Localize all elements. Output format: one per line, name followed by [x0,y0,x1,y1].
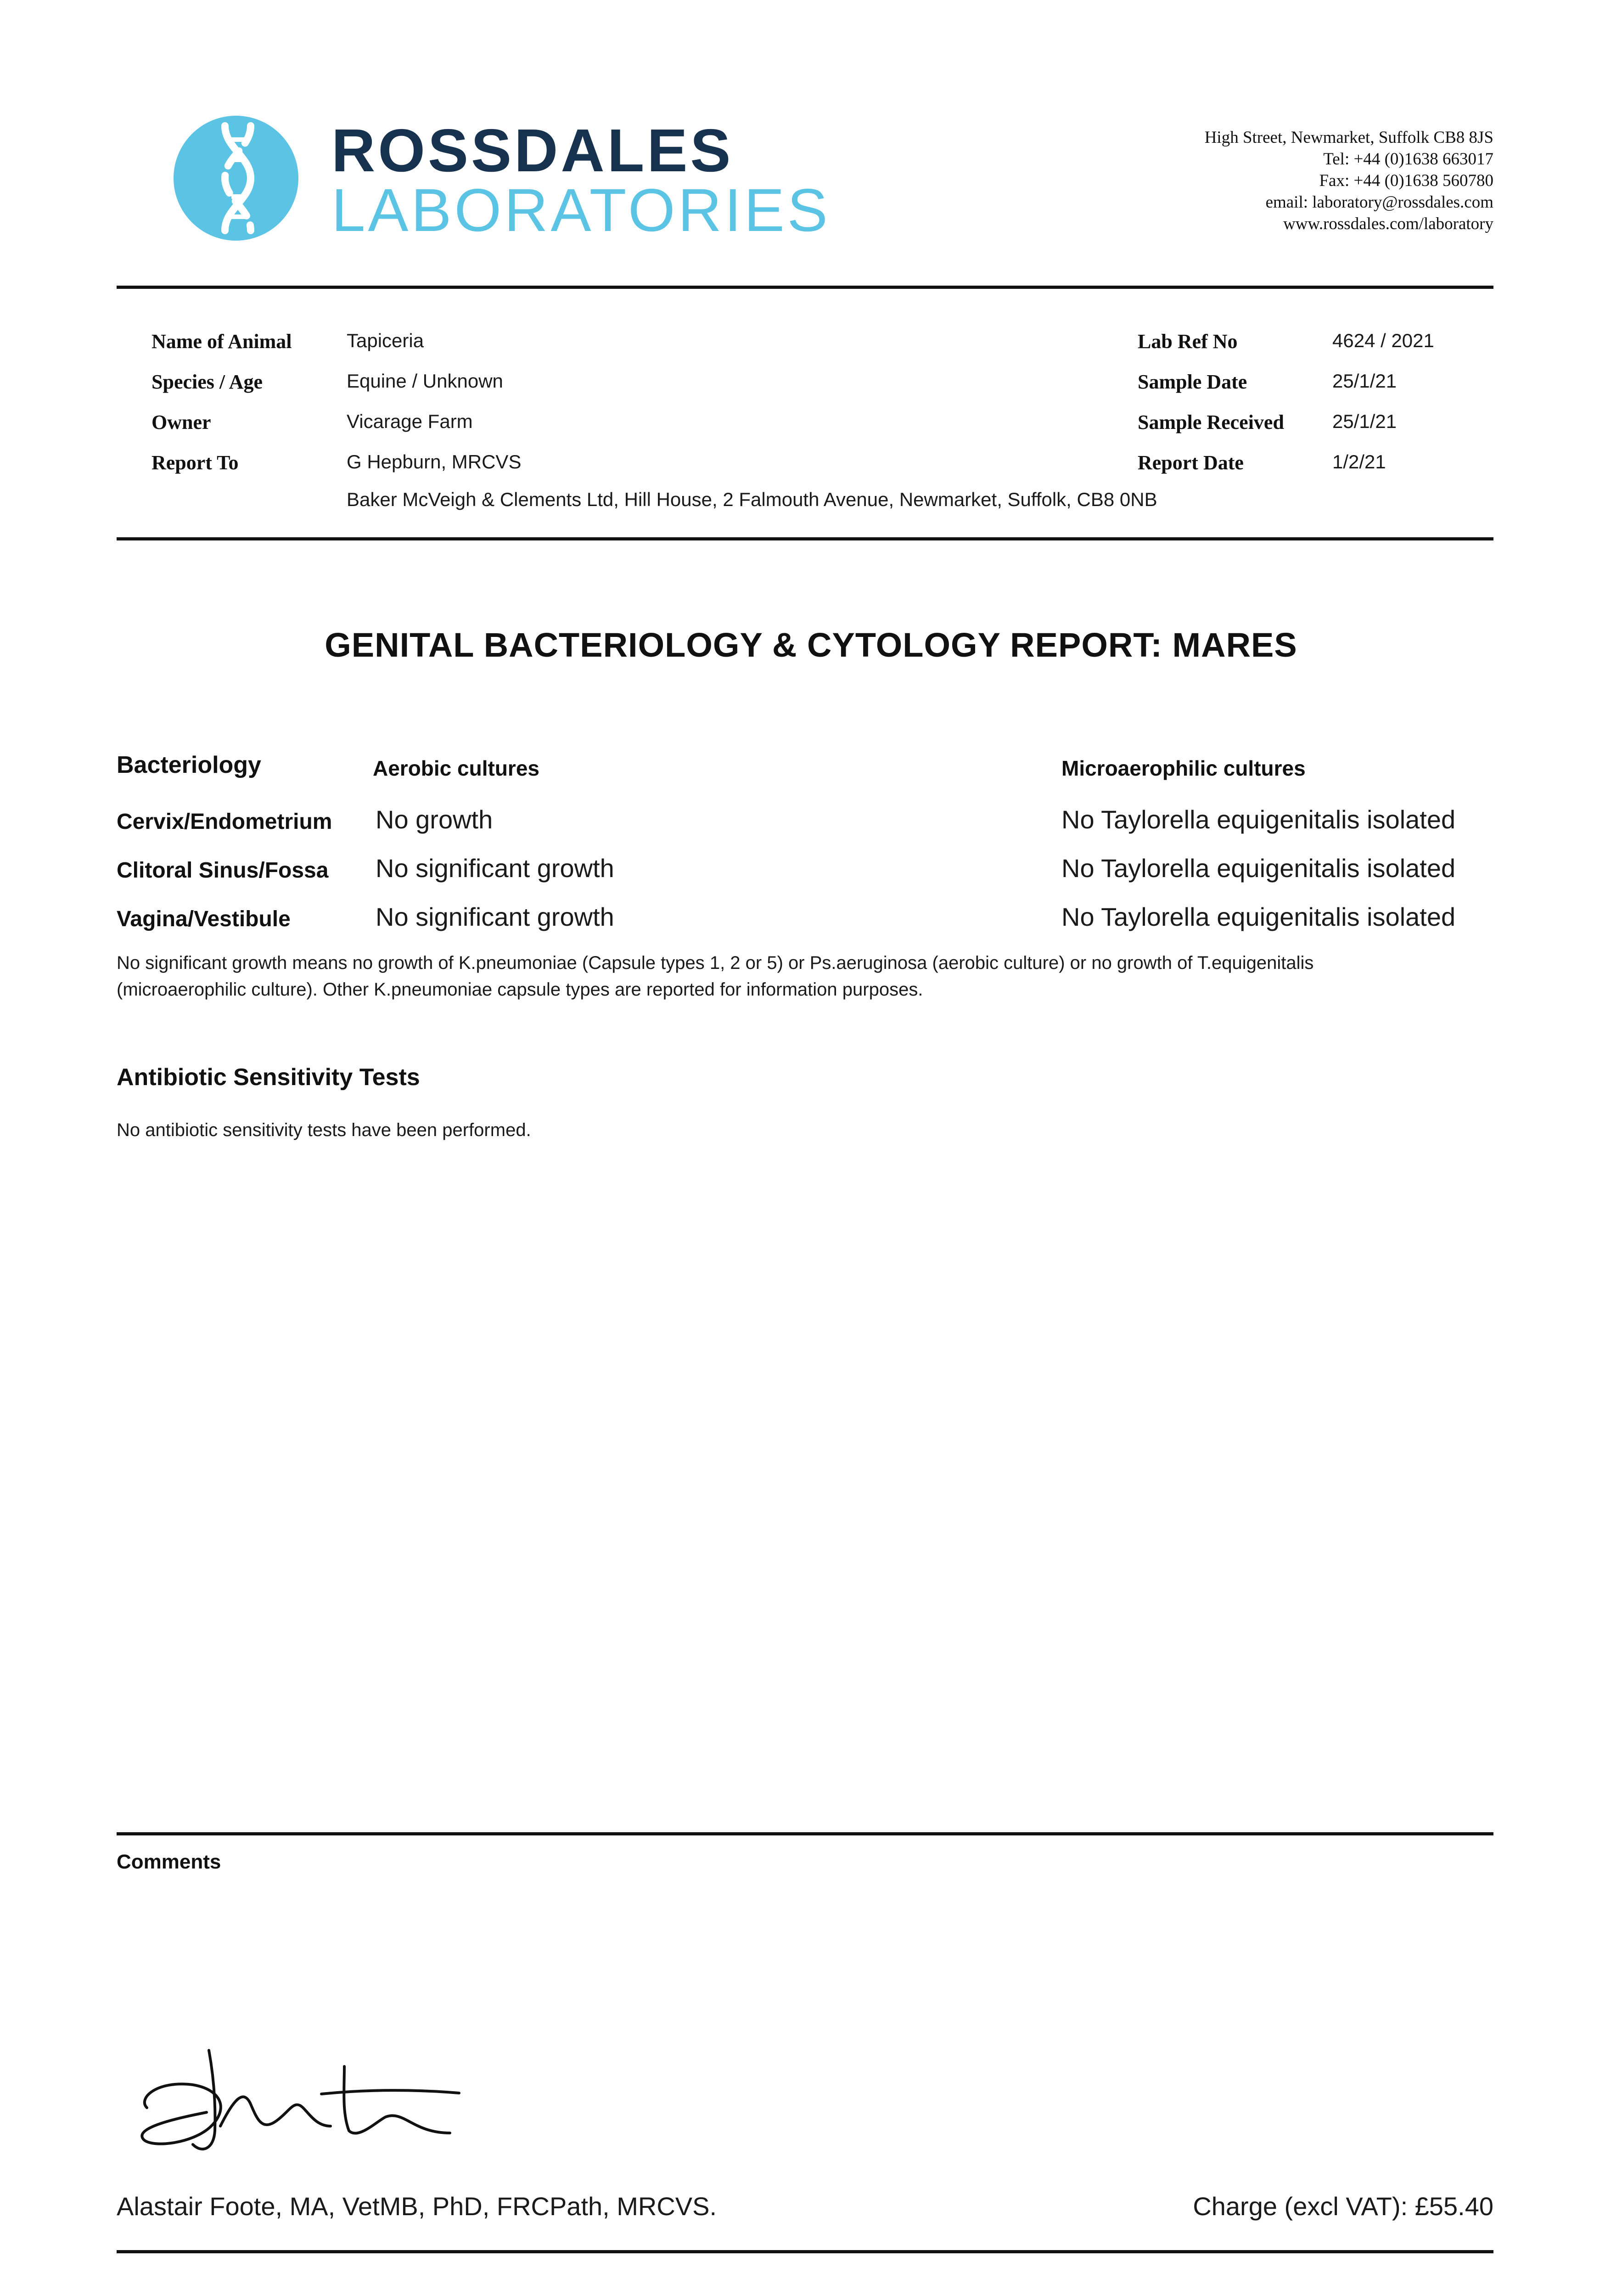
value-owner: Vicarage Farm [347,411,473,432]
antibiotic-heading: Antibiotic Sensitivity Tests [117,1064,420,1091]
address-email: email: laboratory@rossdales.com [1265,193,1493,212]
value-report-to: G Hepburn, MRCVS [347,451,522,473]
micro-result-cervix: No Taylorella equigenitalis isolated [1061,805,1456,834]
address-web: www.rossdales.com/laboratory [1283,214,1493,233]
micro-result-vagina: No Taylorella equigenitalis isolated [1061,902,1456,931]
charge-amount: Charge (excl VAT): £55.40 [1193,2192,1493,2221]
value-name-of-animal: Tapiceria [347,330,424,351]
value-sample-received: 25/1/21 [1332,411,1397,432]
site-clitoral: Clitoral Sinus/Fossa [117,858,329,883]
bacteriology-note [117,950,1494,1003]
dna-logo-icon [174,116,298,241]
brand-name-line2: LABORATORIES [331,176,831,244]
label-species-age: Species / Age [152,371,263,393]
brand-name-line1: ROSSDALES [331,117,734,184]
label-sample-date: Sample Date [1138,371,1247,393]
aerobic-result-cervix: No growth [376,805,493,834]
aerobic-result-vagina: No significant growth [376,902,614,931]
signature-image [129,2039,477,2158]
label-sample-received: Sample Received [1138,411,1284,433]
header-divider [117,286,1493,289]
comments-heading: Comments [117,1851,221,1873]
bacteriology-note-line1: No significant growth means no growth of K.pneumoniae (Capsule types 1, 2 or 5) or Ps.aeruginosa (aerobic culture) or no growth of T.equigenitalis [117,953,1314,973]
report-title: GENITAL BACTERIOLOGY & CYTOLOGY REPORT: MARES [325,626,1297,664]
value-report-to-address: Baker McVeigh & Clements Ltd, Hill House, 2 Falmouth Avenue, Newmarket, Suffolk, CB8 0NB [347,489,1157,510]
bacteriology-note-line2: (microaerophilic culture). Other K.pneumoniae capsule types are reported for information purposes. [117,979,923,1000]
label-lab-ref: Lab Ref No [1138,330,1238,353]
address-street: High Street, Newmarket, Suffolk CB8 8JS [1204,128,1493,147]
value-sample-date: 25/1/21 [1332,370,1397,392]
value-species-age: Equine / Unknown [347,370,503,392]
address-tel: Tel: +44 (0)1638 663017 [1323,150,1493,169]
microaerophilic-column-header: Microaerophilic cultures [1061,756,1306,780]
label-report-date: Report Date [1138,451,1244,474]
label-owner: Owner [152,411,211,433]
address-fax: Fax: +44 (0)1638 560780 [1319,171,1493,190]
antibiotic-text: No antibiotic sensitivity tests have been performed. [117,1120,531,1140]
lab-address [1205,127,1493,235]
value-report-date: 1/2/21 [1332,451,1386,473]
value-lab-ref: 4624 / 2021 [1332,330,1434,351]
label-name-of-animal: Name of Animal [152,330,292,353]
footer-divider [117,2250,1493,2253]
details-divider [117,537,1493,540]
aerobic-result-clitoral: No significant growth [376,854,614,883]
signatory-name: Alastair Foote, MA, VetMB, PhD, FRCPath, MRCVS. [117,2192,717,2221]
micro-result-clitoral: No Taylorella equigenitalis isolated [1061,854,1456,883]
site-cervix: Cervix/Endometrium [117,810,332,834]
bacteriology-heading: Bacteriology [117,752,261,778]
label-report-to: Report To [152,451,239,474]
comments-divider [117,1832,1493,1835]
site-vagina: Vagina/Vestibule [117,907,291,931]
aerobic-column-header: Aerobic cultures [373,756,539,780]
